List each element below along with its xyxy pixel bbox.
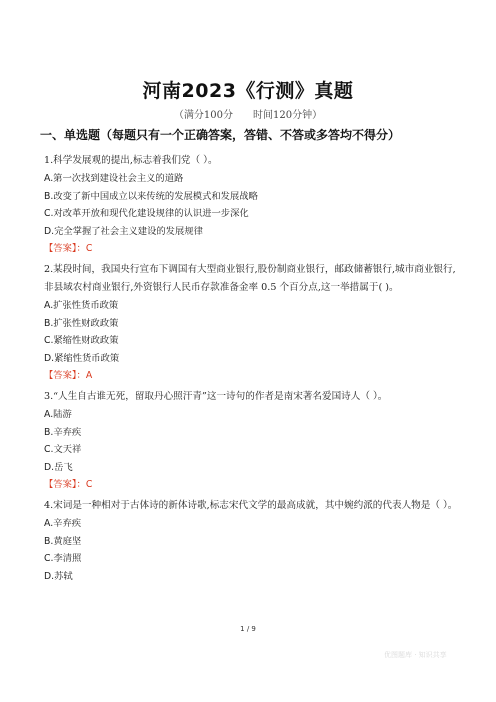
answer-label: 【答案】：C bbox=[44, 243, 93, 254]
option-a: A.第一次找到建设社会主义的道路 bbox=[44, 173, 184, 184]
watermark: 优图题库 · 知识共享 bbox=[384, 651, 447, 659]
page-title: 河南2023《行测》真题 bbox=[142, 80, 354, 102]
option-c: C.文天祥 bbox=[44, 444, 82, 455]
option-c: C.紧缩性财政政策 bbox=[44, 335, 119, 346]
question-stem: 3.“人生自古谁无死，留取丹心照汗青”这一诗句的作者是南宋著名爱国诗人（ ）。 bbox=[44, 391, 388, 402]
answer-label: 【答案】：C bbox=[44, 479, 93, 490]
question-3 bbox=[44, 388, 464, 494]
option-b: B.辛弃疾 bbox=[44, 426, 82, 438]
question-stem: 2.某段时间，我国央行宣布下调国有大型商业银行,股份制商业银行，邮政储蓄银行,城市商业银行,非县域农村商业银行,外资银行人民币存款准备金率 0.5 个百分点,这一举措属于( )。 bbox=[44, 264, 456, 293]
option-b: B.扩张性财政政策 bbox=[44, 317, 119, 329]
option-a: A.辛弃疾 bbox=[44, 518, 82, 529]
question-2 bbox=[44, 261, 464, 385]
question-list bbox=[44, 152, 464, 585]
option-c: C.对改革开放和现代化建设规律的认识进一步深化 bbox=[44, 208, 249, 219]
page-number: 1 / 9 bbox=[240, 625, 256, 633]
option-d: D.完全掌握了社会主义建设的发展规律 bbox=[44, 225, 203, 237]
option-d: D.苏轼 bbox=[44, 570, 73, 582]
option-a: A.陆游 bbox=[44, 409, 72, 420]
question-stem: 4.宋词是一种相对于古体诗的新体诗歌,标志宋代文学的最高成就，其中婉约派的代表人物是（ ）。 bbox=[44, 500, 458, 511]
option-c: C.李清照 bbox=[44, 553, 82, 564]
option-d: D.紧缩性货币政策 bbox=[44, 352, 120, 364]
option-d: D.岳飞 bbox=[44, 461, 73, 473]
option-b: B.改变了新中国成立以来传统的发展模式和发展战略 bbox=[44, 190, 258, 202]
page-subtitle: （满分100分 时间120分钟） bbox=[173, 110, 323, 121]
question-1 bbox=[44, 152, 464, 258]
question-4 bbox=[44, 497, 464, 585]
section-heading: 一、单选题（每题只有一个正确答案，答错、不答或多答均不得分） bbox=[40, 128, 401, 142]
option-b: B.黄庭坚 bbox=[44, 535, 82, 547]
question-stem: 1.科学发展观的提出,标志着我们党（ ）。 bbox=[44, 155, 218, 166]
answer-label: 【答案】：A bbox=[44, 370, 93, 381]
option-a: A.扩张性货币政策 bbox=[44, 300, 119, 311]
